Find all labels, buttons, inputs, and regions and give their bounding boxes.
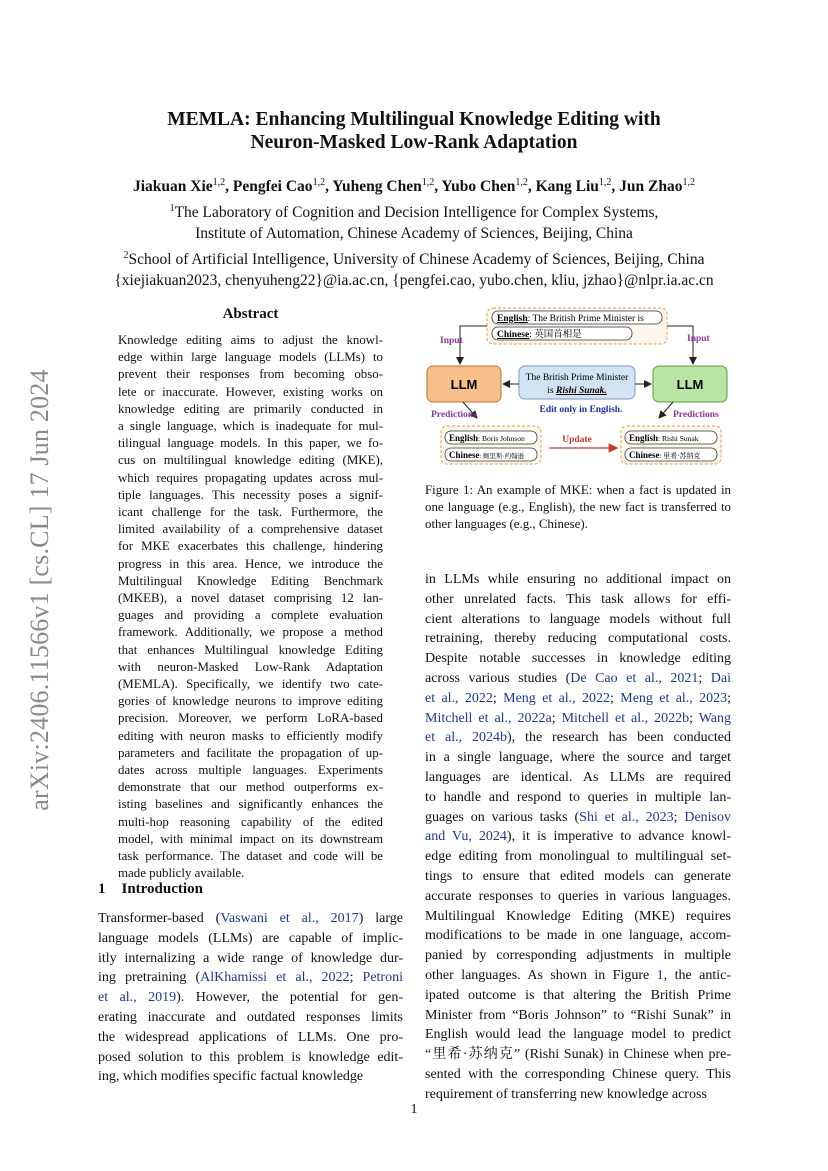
affiliation-2 [90, 245, 738, 271]
body-text: ing pretraining ( [98, 970, 201, 986]
abstract-line: dates across multiple languages. Experiments [118, 763, 383, 778]
body-text: ipated outcome is that altering the British Prime [425, 987, 731, 1003]
abstract-line: which requires propagating updates across mul- [118, 470, 383, 485]
section-title: Introduction [121, 881, 203, 897]
introduction-left-column [98, 909, 403, 1087]
body-text: ). However, the potential for gen- [176, 990, 403, 1006]
body-line [425, 728, 731, 748]
body-text: ; [727, 690, 732, 706]
author-affiliation-marker: 1,2 [312, 177, 326, 188]
body-text: ; [689, 710, 699, 726]
abstract-line: tilingual language models. In this paper, we fo- [118, 436, 383, 451]
body-text: ; [551, 710, 562, 726]
author-names: Jiakuan Xie$^{1,2}$, Pengfei Cao$^{1,2}$, Yuheng Chen$^{1,2}$, Yubo Chen$^{1,2}$, Kang Liu$^{1,2}$, Jun Zhao$^{1,2}$ [132, 177, 695, 196]
body-text: ; [673, 809, 685, 825]
body-line [425, 1065, 731, 1085]
body-text: ; [610, 690, 621, 706]
citation-link[interactable]: and Vu, 2024 [425, 829, 507, 845]
body-line [425, 966, 731, 986]
body-text: Despite notable successes in knowledge editing [425, 651, 731, 667]
abstract-line: that enhances Multilingual knowledge Editing [118, 642, 383, 657]
figure-1-caption: Figure 1: An example of MKE: when a fact is updated in one language (e.g., English), the new fact is transferred to other languages (e.g., Chinese). [425, 483, 731, 532]
body-text: accurate responses to queries in various languages. [425, 888, 731, 904]
abstract-line: (MEMLA). Specifically, we identify two cate- [118, 677, 383, 692]
citation-link[interactable]: De Cao et al., 2021 [570, 670, 699, 686]
body-line [425, 570, 731, 590]
input-label-left: Input [440, 336, 463, 346]
new-english-text: English: Rishi Sunak [629, 433, 699, 443]
llm-label-left: LLM [450, 377, 478, 392]
body-text: ; [698, 670, 711, 686]
abstract-line: precision. Moreover, we perform LoRA-based [118, 711, 383, 726]
section-number: 1 [98, 881, 106, 897]
body-text: “里希·苏纳克” (Rishi Sunak) in Chinese when pre- [425, 1047, 731, 1063]
body-text: retraining, thereby reducing computational costs. [425, 631, 731, 647]
page-number: 1 [410, 1102, 418, 1117]
section-heading-introduction [98, 881, 203, 898]
body-text: sented with the corresponding Chinese query. This [425, 1066, 731, 1082]
abstract-line: demonstrate that our method outperforms ex- [118, 780, 383, 795]
body-text: ), it is imperative to advance knowl- [506, 829, 731, 845]
abstract-line: limited availability of a comprehensive dataset [118, 522, 383, 537]
body-text: English would lead the language model to predict [425, 1027, 731, 1043]
citation-link[interactable]: Meng et al., 2023 [620, 690, 728, 706]
abstract-line: lete or inaccurate. However, existing works on [118, 384, 383, 399]
body-line [425, 986, 731, 1006]
abstract-line: Knowledge editing aims to adjust the knowl- [118, 333, 383, 347]
abstract-line: isting baselines and significantly enhances the [118, 797, 383, 812]
author-name: Jun Zhao [619, 178, 683, 196]
author-name: Jiakuan Xie [132, 178, 213, 196]
figure-1-diagram [425, 302, 731, 477]
body-text: ) large [358, 911, 403, 926]
abstract-line: parameters and facilitate the propagation of up- [118, 745, 383, 760]
predictions-label-left: Predictions [431, 410, 477, 420]
author-emails: {xiejiakuan2023, chenyuheng22}@ia.ac.cn, {pengfei.cao, yubo.chen, kliu, jzhao}@nlpr.ia.ac.cn [114, 272, 714, 290]
author-name: Pengfei Cao [232, 178, 313, 196]
title-line-1: MEMLA: Enhancing Multilingual Knowledge Editing with [167, 109, 661, 130]
body-line [98, 909, 403, 929]
citation-link[interactable]: AlKhamissi et al., 2022 [200, 970, 350, 986]
body-line [98, 929, 403, 949]
query-chinese-text: Chinese: 英国首相是 [497, 330, 582, 340]
body-line [425, 610, 731, 630]
affiliation-1-line-2: Institute of Automation, Chinese Academy of Sciences, Beijing, China [195, 225, 633, 243]
abstract-line: framework. Additionally, we propose a method [118, 625, 383, 640]
body-line [98, 1067, 403, 1087]
author-name: Yubo Chen [441, 178, 516, 196]
body-line [425, 689, 731, 709]
new-chinese-text: Chinese: 里希·苏纳克 [629, 450, 701, 460]
body-line [425, 669, 731, 689]
author-affiliation-marker: 1,2 [682, 177, 695, 188]
body-text: in LLMs while ensuring no additional impact on [425, 572, 731, 587]
prediction-arrow-right [659, 402, 673, 418]
body-line [425, 827, 731, 847]
affiliation-1-line-1: The Laboratory of Cognition and Decision Intelligence for Complex Systems, [174, 203, 659, 221]
abstract-line: made publicly available. [118, 866, 245, 881]
input-arrow-left [460, 326, 487, 364]
body-text: cient alterations to language models without full [425, 611, 731, 627]
body-line [425, 887, 731, 907]
abstract-line: edge within large language models (LLMs) to [118, 350, 383, 365]
body-text: language models (LLMs) are capable of implic- [98, 930, 403, 946]
author-affiliation-marker: 1,2 [212, 177, 226, 188]
body-text: ing, which modifies specific factual knowledge [98, 1069, 364, 1085]
llm-label-right: LLM [676, 377, 704, 392]
citation-link[interactable]: 1 [656, 967, 664, 983]
abstract-line: (MKEB), a novel dataset comprising 12 lan- [118, 591, 383, 606]
body-text: ; [492, 690, 504, 706]
arxiv-id: arXiv:2406.11566v1 [cs.CL] 17 Jun 2024 [25, 369, 54, 811]
body-line [425, 629, 731, 649]
body-text: in a single language, where the source and target [425, 750, 731, 766]
title-line-2: Neuron-Masked Low-Rank Adaptation [250, 132, 578, 153]
abstract-line: for MKE exacerbates this challenge, hindering [118, 539, 383, 554]
citation-link[interactable]: Meng et al., 2022 [503, 690, 611, 706]
body-text: guages on various tasks ( [425, 809, 580, 825]
body-line [425, 926, 731, 946]
body-line [425, 907, 731, 927]
author-block [90, 172, 738, 292]
citation-link[interactable]: Denisov [684, 809, 732, 825]
body-line [425, 768, 731, 788]
abstract-line: knowledge editing are primarily conducted in [118, 401, 383, 416]
abstract-heading: Abstract [222, 306, 279, 322]
body-text: ), the research has been conducted [507, 730, 731, 746]
fact-line-1: The British Prime Minister [525, 373, 629, 383]
abstract-line: progress in this area. Hence, we introduce the [118, 556, 383, 571]
abstract-line: with neuron-Masked Low-Rank Adaptation [118, 659, 383, 674]
citation-link[interactable]: Vaswani et al., 2017 [220, 911, 359, 926]
body-line [425, 788, 731, 808]
arxiv-stamp [10, 300, 70, 880]
abstract-line: task performance. The dataset and code will be [118, 849, 383, 864]
abstract-line: cus on multilingual knowledge editing (MKE), [118, 453, 383, 468]
body-text: ; [349, 970, 363, 986]
abstract-line: a single language, which is inadequate for mul- [118, 419, 383, 434]
body-text: edge editing from monolingual to multilingual set- [425, 849, 731, 865]
body-text: across various studies ( [425, 670, 571, 686]
old-english-text: English: Boris Johnson [449, 433, 525, 443]
abstract-line: gories of knowledge neurons to improve editing [118, 694, 383, 709]
abstract-body [118, 332, 383, 883]
body-text: modifications to be made in one language, accom- [425, 928, 731, 944]
body-text: tings to ensure that edited models can generate [425, 868, 731, 884]
body-line [98, 1048, 403, 1068]
paper-title [90, 108, 738, 154]
edit-note: Edit only in English. [539, 405, 623, 415]
body-line [425, 1006, 731, 1026]
abstract-line: model, with minimal impact on its downstream [118, 831, 383, 846]
input-arrow-right [667, 326, 693, 364]
body-line [98, 988, 403, 1008]
author-name: Yuheng Chen [332, 178, 422, 196]
body-text: Transformer-based ( [98, 911, 221, 926]
citation-link[interactable]: et al., 2019 [98, 990, 177, 1006]
body-text: requirement of transferring new knowledge across [425, 1086, 707, 1102]
author-affiliation-marker: 1,2 [515, 177, 528, 188]
body-text: itly internalizing a wide range of knowledge dur- [98, 950, 403, 966]
abstract-line: multi-hop reasoning capability of the edited [118, 814, 383, 829]
body-text: erating inaccurate and outdated responses limits [98, 1009, 403, 1025]
affiliation-2-marker: 2 [123, 249, 129, 261]
body-line [425, 867, 731, 887]
predictions-label-right: Predictions [673, 410, 719, 420]
abstract-line: tiple languages. This necessity poses a signif- [118, 487, 383, 502]
body-text: Minister from “Boris Johnson” to “Rishi Sunak” in [425, 1007, 731, 1023]
body-text: other languages. As shown in Figure [425, 967, 657, 983]
abstract-line: Multilingual Knowledge Editing Benchmark [118, 573, 383, 588]
body-text: languages are identical. As LLMs are required [425, 769, 731, 785]
affiliation-2-line-1: School of Artificial Intelligence, University of Chinese Academy of Sciences, Beijing, China [128, 250, 705, 268]
body-line [98, 968, 403, 988]
body-line [425, 649, 731, 669]
author-affiliation-marker: 1,2 [421, 177, 435, 188]
citation-link[interactable]: et al., 2022 [425, 690, 493, 706]
abstract-line: editing with neuron masks to efficiently modify [118, 728, 383, 743]
body-line [425, 590, 731, 610]
update-label: Update [562, 435, 592, 445]
introduction-right-column [425, 570, 731, 1105]
body-text: panied by corresponding adjustments in multiple [425, 948, 731, 964]
body-line [425, 808, 731, 828]
abstract-line: guages and providing a complete evaluation [118, 608, 383, 623]
citation-link[interactable]: Petroni [362, 970, 403, 986]
body-text: other unrelated facts. This task allows for effi- [425, 591, 731, 607]
input-label-right: Input [687, 334, 710, 344]
citation-link[interactable]: Mitchell et al., 2022b [561, 710, 690, 726]
abstract-line: icant challenge for the task. Furthermore, the [118, 505, 383, 520]
body-line [425, 1025, 731, 1045]
query-english-text: English: The British Prime Minister is [497, 314, 644, 324]
body-line [425, 709, 731, 729]
body-line [425, 1045, 731, 1065]
citation-link[interactable]: Mitchell et al., 2022a [425, 710, 552, 726]
body-text: Multilingual Knowledge Editing (MKE) requires [425, 908, 731, 924]
figure-1 [425, 302, 731, 477]
affiliation-1 [90, 198, 738, 224]
body-line [425, 847, 731, 867]
fact-line-2: is Rishi Sunak. [547, 386, 607, 396]
citation-link[interactable]: Shi et al., 2023 [579, 809, 674, 825]
citation-link[interactable]: Dai [710, 670, 731, 686]
body-line [98, 1028, 403, 1048]
citation-link[interactable]: Wang [698, 710, 732, 726]
affiliation-1-marker: 1 [169, 202, 175, 214]
citation-link[interactable]: et al., 2024b [425, 730, 507, 746]
abstract-line: prevent their responses from becoming obso- [118, 367, 383, 382]
body-line [425, 748, 731, 768]
body-line [98, 949, 403, 969]
author-name: Kang Liu [535, 178, 599, 196]
body-text: to handle and respond to queries in multiple lan- [425, 789, 731, 805]
body-text: , the antic- [663, 967, 731, 983]
old-chinese-text: Chinese: 鲍里斯·约翰逊 [449, 450, 525, 460]
body-line [98, 1008, 403, 1028]
body-text: posed solution to this problem is knowledge edit- [98, 1049, 403, 1065]
body-text: the widespread applications of LLMs. One pro- [98, 1029, 403, 1045]
author-affiliation-marker: 1,2 [598, 177, 612, 188]
body-line [425, 946, 731, 966]
